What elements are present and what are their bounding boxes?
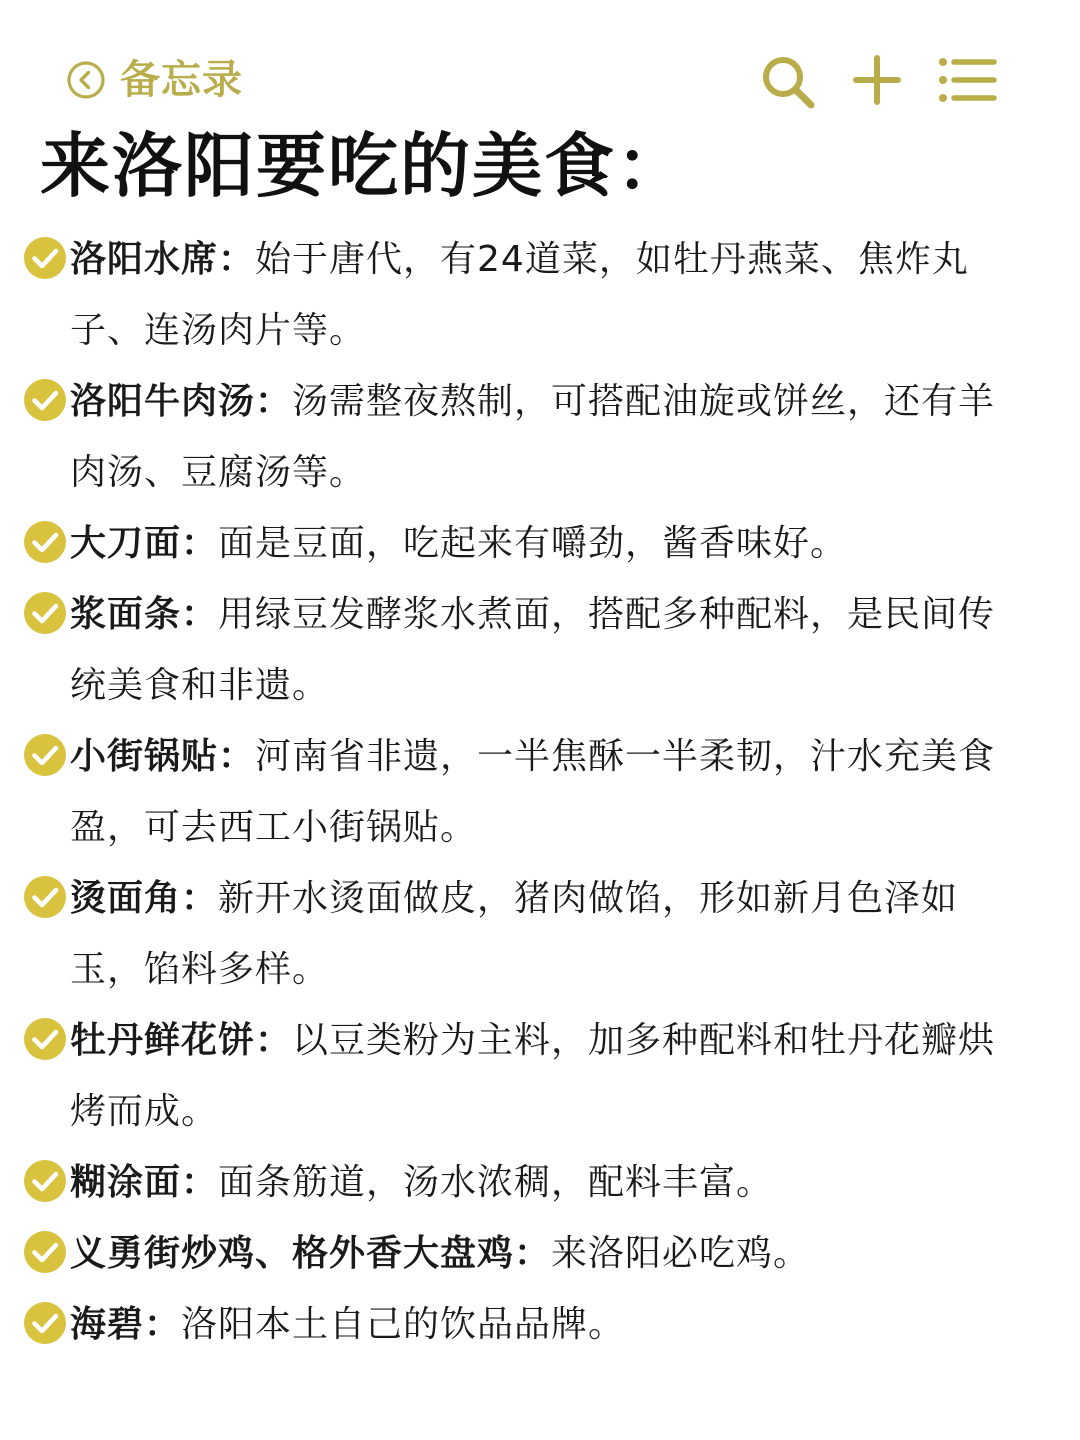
list-item bbox=[0, 1005, 1080, 1147]
list-item bbox=[0, 863, 1080, 1005]
back-label: 备忘录 bbox=[120, 57, 243, 103]
list-item bbox=[0, 366, 1080, 508]
item-text bbox=[70, 224, 1010, 366]
check-circle-icon[interactable] bbox=[23, 733, 67, 777]
list-item bbox=[0, 508, 1080, 579]
list-icon[interactable] bbox=[936, 52, 998, 108]
item-name: 浆面条： bbox=[70, 594, 219, 635]
list-item bbox=[0, 1289, 1080, 1360]
check-circle-icon[interactable] bbox=[23, 520, 67, 564]
check-circle-icon[interactable] bbox=[23, 1230, 67, 1274]
item-desc: 用绿豆发酵浆水煮面，搭配多种配料，是民间传统美食和非遗。 bbox=[70, 594, 996, 706]
item-text bbox=[70, 721, 1010, 863]
item-desc: 以豆类粉为主料，加多种配料和牡丹花瓣烘烤而成。 bbox=[70, 1020, 996, 1132]
search-icon[interactable] bbox=[758, 52, 818, 112]
navigation-bar bbox=[0, 0, 1080, 130]
page-title: 来洛阳要吃的美食： bbox=[40, 125, 688, 207]
item-text bbox=[70, 1005, 1010, 1147]
item-text bbox=[70, 863, 1010, 1005]
item-desc: 新开水烫面做皮，猪肉做馅，形如新月色泽如玉，馅料多样。 bbox=[70, 878, 959, 990]
list-item bbox=[0, 721, 1080, 863]
check-circle-icon[interactable] bbox=[23, 1017, 67, 1061]
item-desc: 面是豆面，吃起来有嚼劲，酱香味好。 bbox=[218, 523, 848, 564]
item-text bbox=[70, 1289, 1010, 1360]
item-desc: 面条筋道，汤水浓稠，配料丰富。 bbox=[218, 1162, 774, 1203]
item-name: 义勇街炒鸡、格外香大盘鸡： bbox=[70, 1233, 552, 1274]
item-name: 海碧： bbox=[70, 1304, 182, 1345]
item-desc: 来洛阳必吃鸡。 bbox=[551, 1233, 811, 1274]
check-circle-icon[interactable] bbox=[23, 875, 67, 919]
item-desc: 始于唐代，有24道菜，如牡丹燕菜、焦炸丸子、连汤肉片等。 bbox=[70, 239, 969, 351]
list-item bbox=[0, 224, 1080, 366]
item-desc: 洛阳本土自己的饮品品牌。 bbox=[181, 1304, 626, 1345]
item-name: 烫面角： bbox=[70, 878, 219, 919]
list-item bbox=[0, 579, 1080, 721]
item-name: 洛阳水席： bbox=[70, 239, 256, 280]
item-name: 小街锅贴： bbox=[70, 736, 256, 777]
item-name: 牡丹鲜花饼： bbox=[70, 1020, 293, 1061]
item-desc: 河南省非遗，一半焦酥一半柔韧，汁水充美食盈，可去西工小街锅贴。 bbox=[70, 736, 996, 848]
back-button[interactable] bbox=[66, 54, 243, 106]
food-checklist bbox=[0, 224, 1080, 1360]
item-text bbox=[70, 508, 1010, 579]
item-name: 洛阳牛肉汤： bbox=[70, 381, 293, 422]
check-circle-icon[interactable] bbox=[23, 1301, 67, 1345]
item-name: 糊涂面： bbox=[70, 1162, 219, 1203]
item-text bbox=[70, 366, 1010, 508]
item-text bbox=[70, 579, 1010, 721]
list-item bbox=[0, 1147, 1080, 1218]
item-text bbox=[70, 1147, 1010, 1218]
item-name: 大刀面： bbox=[70, 523, 219, 564]
check-circle-icon[interactable] bbox=[23, 378, 67, 422]
check-circle-icon[interactable] bbox=[23, 236, 67, 280]
item-desc: 汤需整夜熬制，可搭配油旋或饼丝，还有羊肉汤、豆腐汤等。 bbox=[70, 381, 996, 493]
plus-icon[interactable] bbox=[852, 52, 902, 108]
item-text bbox=[70, 1218, 1010, 1289]
list-item bbox=[0, 1218, 1080, 1289]
chevron-left-circle-icon bbox=[66, 60, 106, 100]
check-circle-icon[interactable] bbox=[23, 591, 67, 635]
check-circle-icon[interactable] bbox=[23, 1159, 67, 1203]
